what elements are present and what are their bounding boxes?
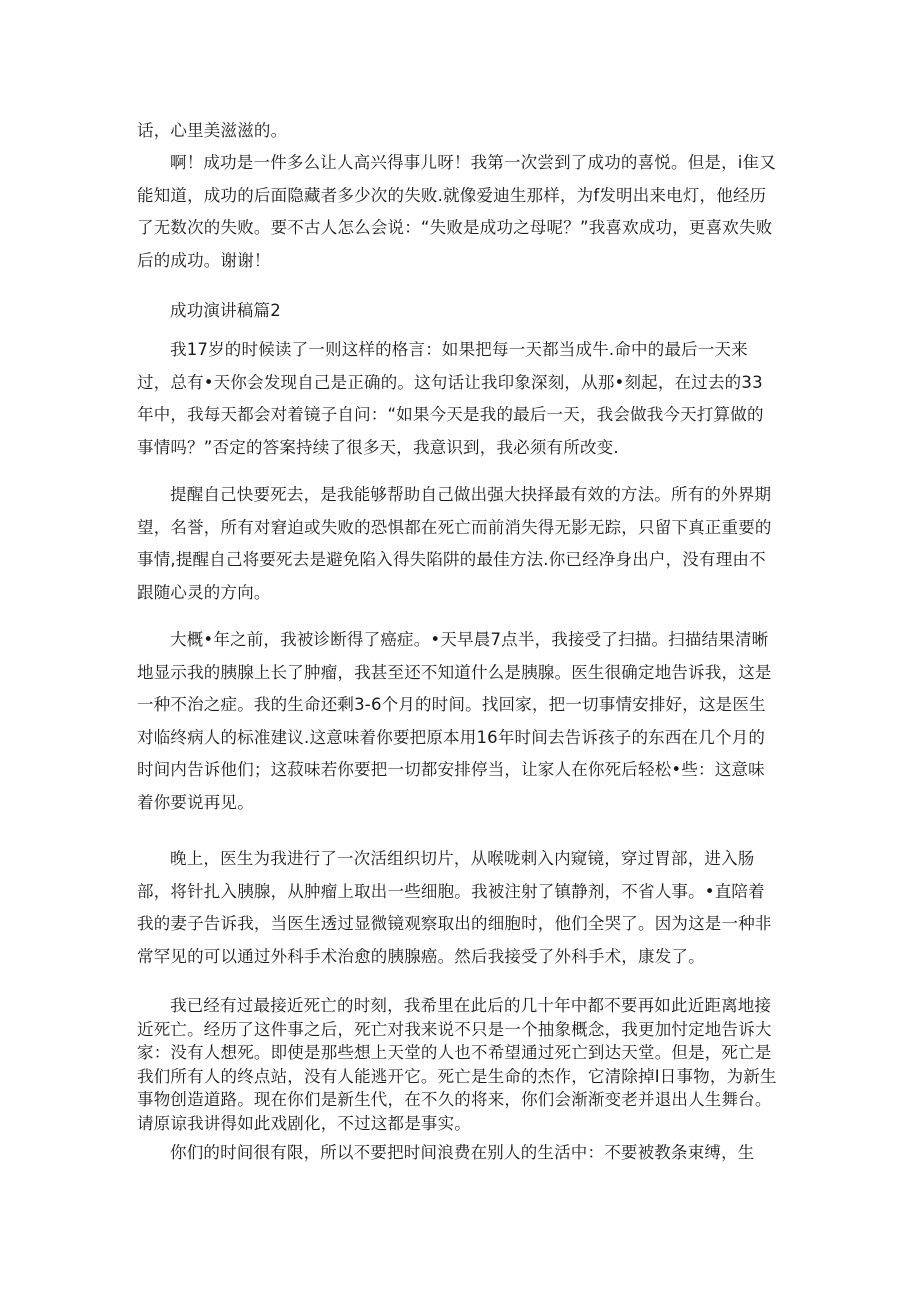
paragraph [137, 479, 777, 609]
paragraph [137, 147, 777, 277]
paragraph-text: 大概•年之前，我被诊断得了癌症。•天早晨7点半，我接受了扫描。扫描结果清晰地显示我的胰腺上长了肿瘤，我甚至还不知道什么是胰腺。医生很确定地告诉我，这是一种不治之症。我的生命还剩3-6个月的时间。找回家，把一切事情安排好，这是医生对临终病人的标准建议.这意味着你要把原本用16年时间去告诉孩子的东西在几个月的时间内告诉他们；这菽味若你要把一切都安排停当，让家人在你死后轻松•些：这意味着你要说再见。 [137, 630, 772, 812]
section-heading-text: 成功演讲稿篇2 [170, 301, 281, 320]
paragraph-text: 话，心里美滋滋的。 [137, 121, 288, 140]
section-heading [137, 295, 777, 328]
paragraph [137, 994, 777, 1136]
paragraph-text: 啊！成功是一件多么让人高兴得事儿呀！我第一次尝到了成功的喜悦。但是，i隹又能知道，成功的后面隐藏者多少次的失败.就像爱迪生那样，为f发明出来电灯，他经历了无数次的失败。要不古人怎么会说：“失败是成功之母呢？”我喜欢成功，更喜欢失败后的成功。谢谢！ [137, 153, 776, 270]
paragraph-continuation [137, 115, 777, 148]
paragraph-text: 我17岁的时候读了一则这样的格言：如果把每一天都当成牛.命中的最后一天来过，总有•天你会发现自己是正确的。这句话让我印象深刻，从那•刻起，在过去的33年中，我每天都会对着镜子自问：“如果今天是我的最后一天，我会做我今天打算做的事情吗？”否定的答案持续了很多天，我意识到，我必须有所改变. [137, 340, 764, 457]
paragraph [137, 334, 777, 464]
paragraph-text: 晚上，医生为我进行了一次活组织切片，从喉咙刺入内窥镜，穿过胃部，进入肠部，将针扎入胰腺，从肿瘤上取出一些细胞。我被注射了镇静剂，不省人事。•直陪着我的妻子告诉我，当医生透过显微镜观察取出的细胞时，他们全哭了。因为这是一种非常罕见的可以通过外科手术治愈的胰腺癌。然后我接受了外科手术，康发了。 [137, 849, 772, 966]
paragraph-text: 我已经有过最接近死亡的时刻，我希里在此后的几十年中都不要再如此近距离地接近死亡。经历了这件事之后，死亡对我来说不只是一个抽象概念，我更加忖定地告诉大家：没有人想死。即使是那些想上天堂的人也不希望通过死亡到达天堂。但是，死亡是我们所有人的终点站，没有人能逃开它。死亡是生命的杰作，它清除掉I日事物，为新生事物创造道路。现在你们是新生代，在不久的将来，你们会渐渐变老并退出人生舞台。请原谅我讲得如此戏剧化，不过这都是事实。 [137, 996, 777, 1133]
paragraph [137, 843, 777, 973]
paragraph [137, 1137, 777, 1170]
paragraph [137, 624, 777, 819]
paragraph-text: 你们的时间很有限，所以不要把时间浪费在别人的生活中：不要被教条束缚，生 [170, 1143, 755, 1162]
paragraph-text: 提醒自己快要死去，是我能够帮助自己做出强大抉择最有效的方法。所有的外界期望，名誉，所有对窘迫或失败的恐惧都在死亡而前消失得无影无踪，只留下真正重要的事情,提醒自己将要死去是避免陷入得失陷阱的最佳方法.你已经净身出户，没有理由不跟随心灵的方向。 [137, 485, 772, 602]
